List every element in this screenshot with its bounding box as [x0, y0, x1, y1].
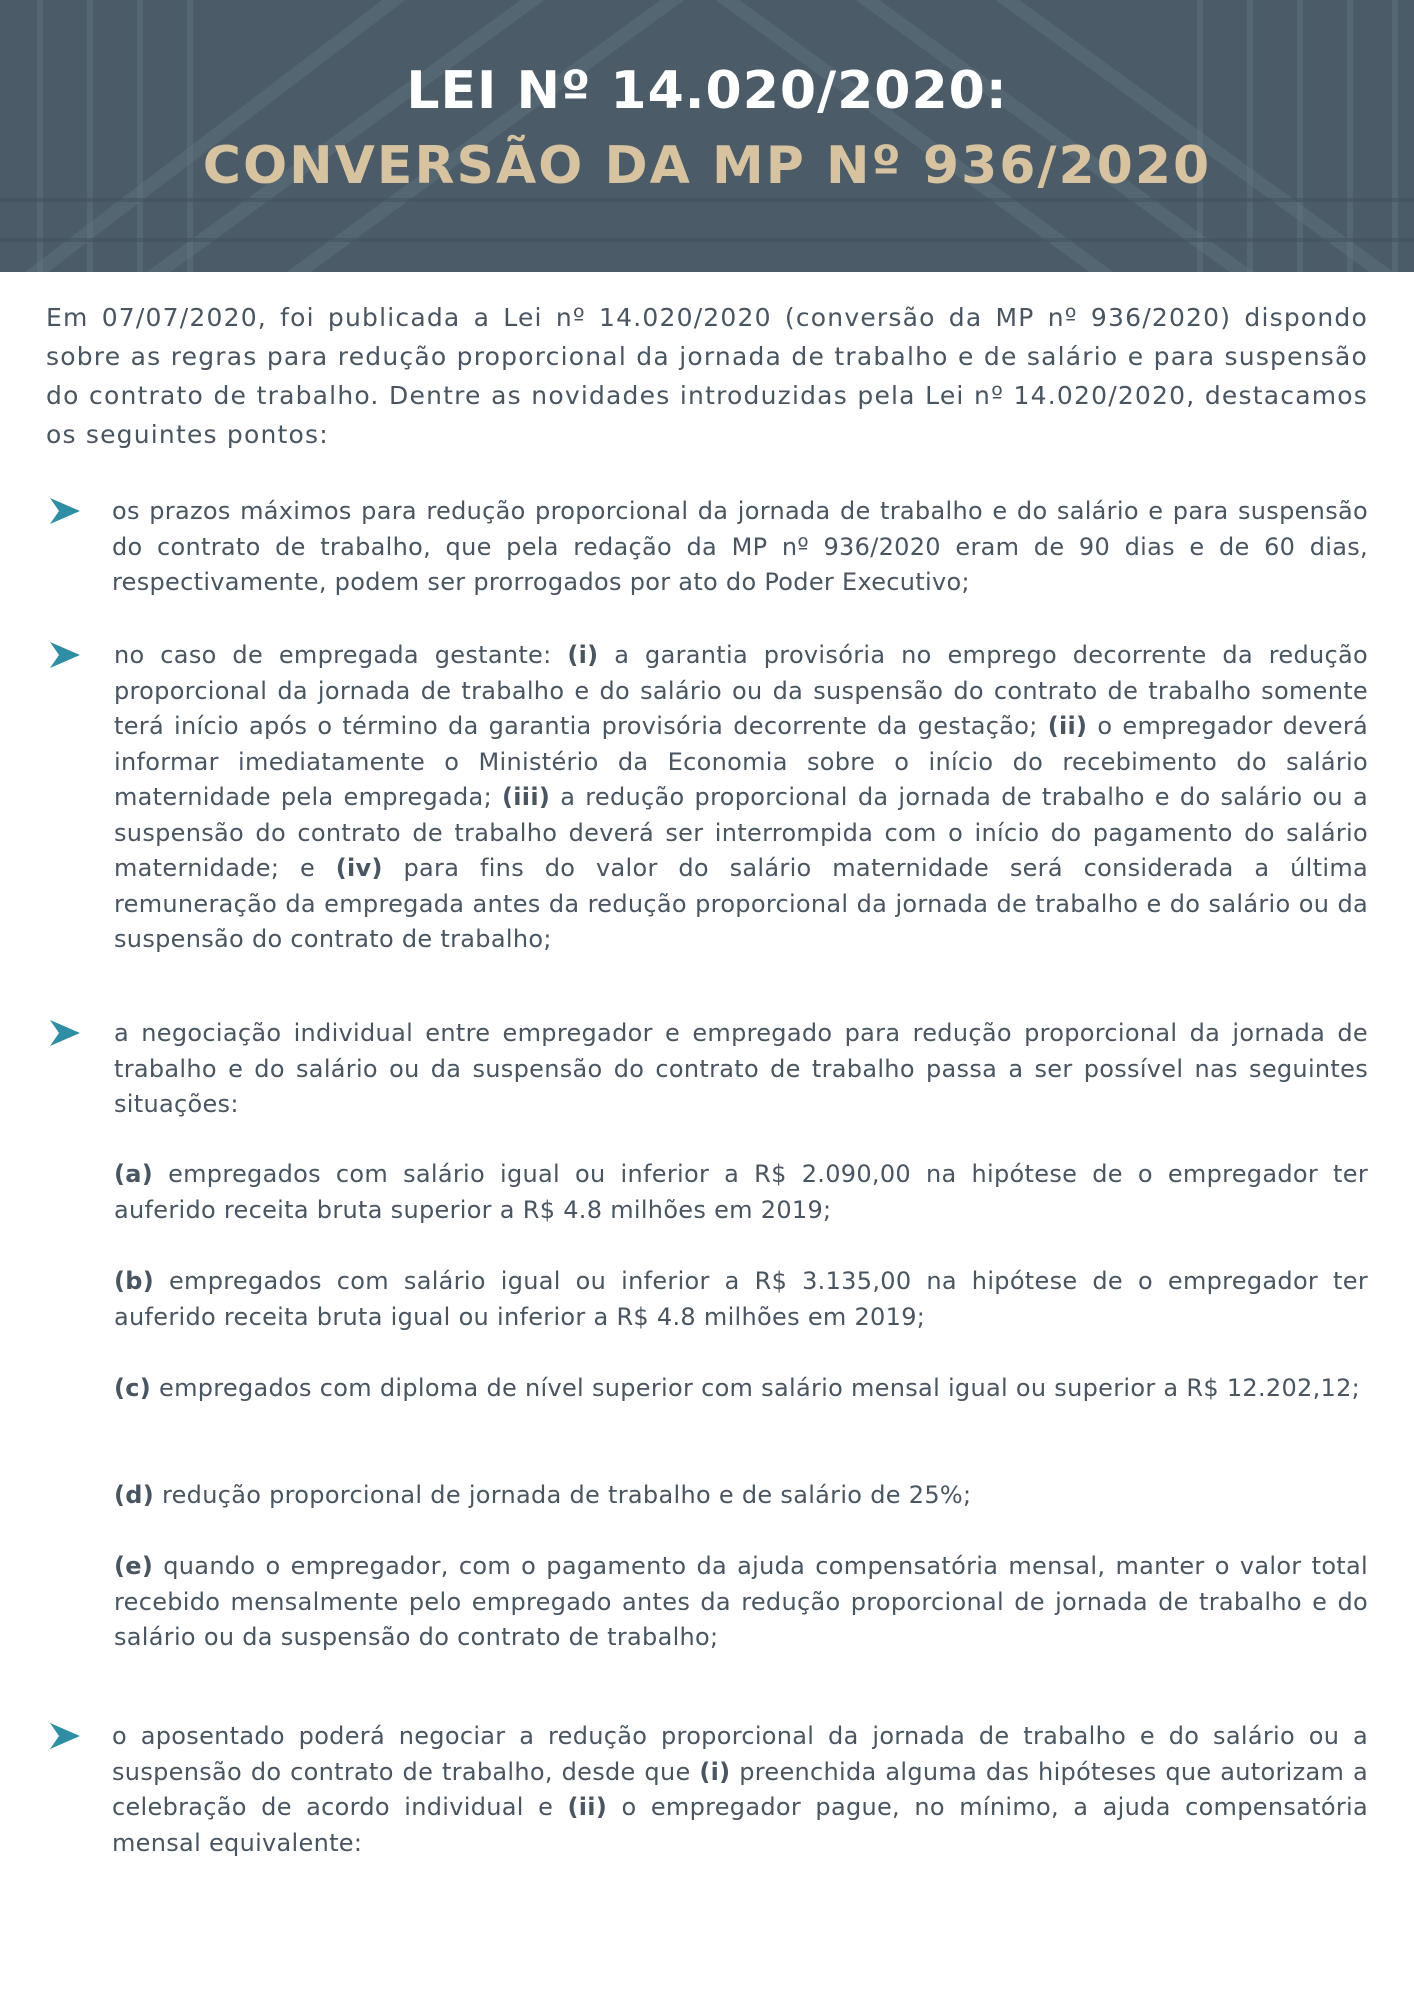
header-banner: [0, 0, 1414, 272]
item-marker: (a): [114, 1160, 154, 1188]
item-marker: (ii): [567, 1793, 608, 1821]
item-marker: (d): [114, 1481, 155, 1509]
text-span: quando o empregador, com o pagamento da ajuda compensatória mensal, manter o valor total recebido mensalmente pelo empregado antes da redução proporcional de jornada de trabalho e do salário ou da suspensão do contrato de trabalho;: [114, 1552, 1368, 1651]
text-span: a redução proporcional da jornada de trabalho e do salário ou a suspensão do contrato de trabalho deverá ser interrompida com o início do pagamento do salário maternidade; e: [114, 783, 1368, 882]
bullet-text: os prazos máximos para redução proporcional da jornada de trabalho e do salário e para suspensão do contrato de trabalho, que pela redação da MP nº 936/2020 eram de 90 dias e de 60 dias, respectivamente, podem ser prorrogados por ato do Poder Executivo;: [112, 497, 1368, 596]
bullet-item-3: [46, 1016, 1368, 1123]
text-span: o aposentado poderá negociar a redução proporcional da jornada de trabalho e do salário ou a suspensão do contrato de trabalho, desde que: [112, 1722, 1368, 1786]
bullet-item-1: [46, 494, 1368, 601]
sub-item-e: [46, 1549, 1368, 1656]
bullet-text: [114, 638, 1368, 958]
text-span: preenchida alguma das hipóteses que autorizam a celebração de acordo individual e: [112, 1757, 1368, 1821]
header-title-block: [0, 56, 1414, 206]
item-marker: (iii): [502, 783, 551, 811]
item-marker: (c): [114, 1374, 152, 1402]
bullet-item-2: [46, 638, 1368, 958]
chevron-right-icon: [50, 1020, 80, 1046]
bullet-item-4: [46, 1719, 1368, 1861]
item-marker: (b): [114, 1267, 155, 1295]
item-marker: (iv): [335, 854, 383, 882]
sub-item-text: [114, 1478, 1368, 1514]
text-span: no caso de empregada gestante:: [114, 641, 568, 669]
sub-item-a: [46, 1157, 1368, 1228]
sub-item-text: [114, 1264, 1368, 1335]
sub-item-text: [114, 1371, 1368, 1407]
page-title: LEI Nº 14.020/2020:: [406, 61, 1008, 121]
item-marker: (i): [699, 1757, 731, 1786]
text-span: para fins do valor do salário maternidade será considerada a última remuneração da empregada antes da redução proporcional da jornada de trabalho e do salário ou da suspensão do contrato de trabalho;: [114, 854, 1368, 953]
text-span: empregados com diploma de nível superior com salário mensal igual ou superior a R$ 12.202,12;: [151, 1374, 1361, 1402]
sub-item-text: [114, 1157, 1368, 1228]
page-subtitle: CONVERSÃO DA MP Nº 936/2020: [202, 136, 1212, 196]
item-marker: (ii): [1047, 712, 1088, 740]
sub-item-c: [46, 1371, 1368, 1407]
item-marker: (i): [567, 641, 599, 669]
text-span: a garantia provisória no emprego decorrente da redução proporcional da jornada de trabalho e do salário ou da suspensão do contrato de trabalho somente terá início após o término da garantia provisória decorrente da gestação;: [114, 641, 1369, 740]
intro-paragraph: Em 07/07/2020, foi publicada a Lei nº 14.020/2020 (conversão da MP nº 936/2020) dispondo sobre as regras para redução proporcional da jornada de trabalho e de salário e para suspensão do contrato de trabalho. Dentre as novidades introduzidas pela Lei nº 14.020/2020, destacamos os seguintes pontos:: [46, 303, 1368, 449]
chevron-right-icon: [50, 1723, 80, 1749]
text-span: empregados com salário igual ou inferior a R$ 3.135,00 na hipótese de o empregador ter auferido receita bruta igual ou inferior a R$ 4.8 milhões em 2019;: [114, 1267, 1368, 1331]
text-span: redução proporcional de jornada de trabalho e de salário de 25%;: [154, 1481, 972, 1509]
sub-item-d: [46, 1478, 1368, 1514]
item-marker: (e): [114, 1552, 154, 1580]
chevron-right-icon: [50, 498, 80, 524]
bullet-text: [112, 1719, 1368, 1861]
text-span: o empregador deverá informar imediatamente o Ministério da Economia sobre o início do recebimento do salário maternidade pela empregada;: [114, 712, 1368, 811]
chevron-right-icon: [50, 642, 80, 668]
text-span: o empregador pague, no mínimo, a ajuda compensatória mensal equivalente:: [112, 1793, 1368, 1857]
sub-item-text: [114, 1549, 1368, 1656]
sub-item-b: [46, 1264, 1368, 1335]
bullet-text: a negociação individual entre empregador e empregado para redução proporcional da jornada de trabalho e do salário ou da suspensão do contrato de trabalho passa a ser possível nas seguintes situações:: [114, 1019, 1368, 1118]
text-span: empregados com salário igual ou inferior a R$ 2.090,00 na hipótese de o empregador ter auferido receita bruta superior a R$ 4.8 milhões em 2019;: [114, 1160, 1368, 1224]
